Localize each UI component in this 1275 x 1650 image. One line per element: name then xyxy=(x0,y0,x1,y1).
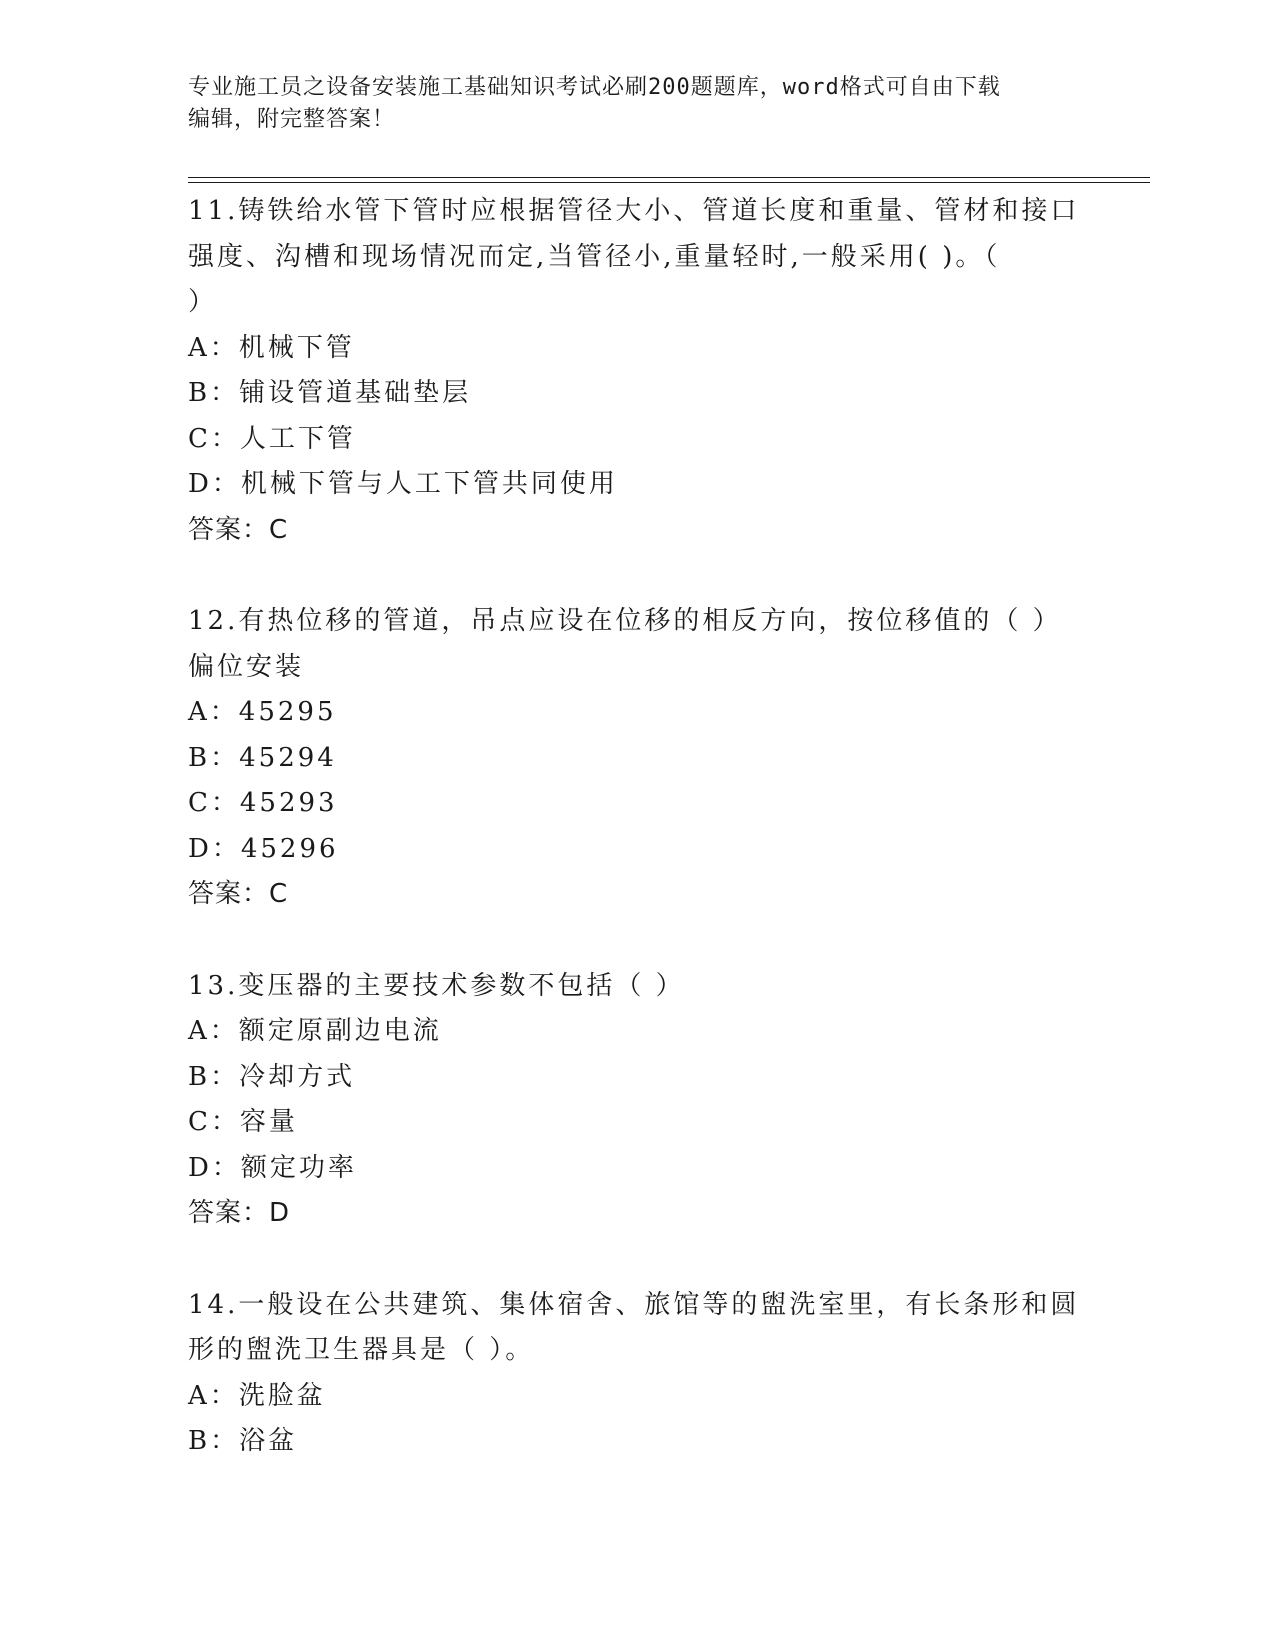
answer-value: C xyxy=(269,879,289,909)
answer-option: D：机械下管与人工下管共同使用 xyxy=(188,469,618,499)
answer-option: D：45296 xyxy=(188,833,339,864)
question-text-line: 12.有热位移的管道，吊点应设在位移的相反方向，按位移值的（ ） xyxy=(188,606,1062,636)
answer-value: C xyxy=(269,514,289,545)
question-text-line: 形的盥洗卫生器具是（ ）。 xyxy=(188,1335,535,1365)
answer-option: B：45294 xyxy=(188,742,337,773)
question-block xyxy=(188,1283,1088,1465)
question-text-line: 强度、沟槽和现场情况而定,当管径小,重量轻时,一般采用( )。（ xyxy=(188,241,1001,272)
question-text-line: 13.变压器的主要技术参数不包括（ ） xyxy=(188,970,685,1001)
question-block xyxy=(188,189,1088,553)
header-divider-bottom xyxy=(188,182,1150,183)
answer-line xyxy=(188,1191,1088,1237)
answer-option: B：冷却方式 xyxy=(188,1061,356,1092)
answer-option: C：45293 xyxy=(188,788,338,818)
answer-value: D xyxy=(269,1198,291,1228)
answer-option: C：人工下管 xyxy=(188,423,356,454)
question-text-line: ） xyxy=(188,287,218,317)
header-divider-top xyxy=(188,177,1150,178)
question-list xyxy=(188,189,1088,1465)
answer-label: 答案： xyxy=(188,514,270,545)
answer-option: B：浴盆 xyxy=(188,1426,298,1456)
question-block xyxy=(188,964,1088,1237)
question-text-line: 偏位安装 xyxy=(188,651,305,682)
answer-option: B：铺设管道基础垫层 xyxy=(188,378,472,408)
answer-label: 答案： xyxy=(188,1198,270,1228)
answer-line xyxy=(188,872,1088,918)
header-line-2: 编辑，附完整答案！ xyxy=(188,107,396,132)
answer-option: A：45295 xyxy=(188,697,337,727)
answer-option: A：机械下管 xyxy=(188,332,355,363)
answer-option: C：容量 xyxy=(188,1107,298,1137)
answer-option: A：额定原副边电流 xyxy=(188,1016,442,1046)
question-text-line: 11.铸铁给水管下管时应根据管径大小、管道长度和重量、管材和接口 xyxy=(188,196,1080,226)
answer-option: A：洗脸盆 xyxy=(188,1380,326,1411)
header-line-1: 专业施工员之设备安装施工基础知识考试必刷200题题库，word格式可自由下载 xyxy=(188,75,1001,100)
answer-line xyxy=(188,508,1088,554)
question-text-line: 14.一般设在公共建筑、集体宿舍、旅馆等的盥洗室里，有长条形和圆 xyxy=(188,1289,1080,1320)
answer-option: D：额定功率 xyxy=(188,1152,357,1183)
answer-label: 答案： xyxy=(188,879,270,909)
document-header xyxy=(188,72,1068,136)
question-block xyxy=(188,599,1088,918)
